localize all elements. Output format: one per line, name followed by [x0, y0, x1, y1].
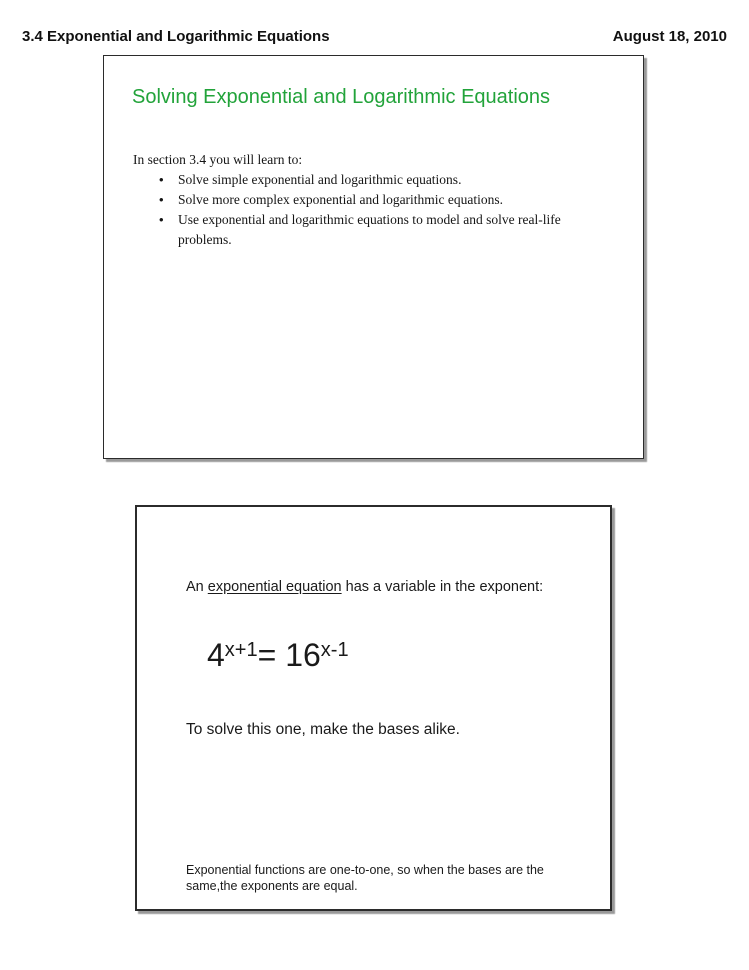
definition-underlined-term: exponential equation: [207, 579, 342, 595]
definition-suffix: has a variable in the exponent:: [341, 579, 544, 595]
page-header-date: August 18, 2010: [612, 28, 727, 45]
slide-frame-2: [135, 505, 612, 911]
slide-frame-1: [103, 55, 644, 459]
page-header-title: 3.4 Exponential and Logarithmic Equations: [22, 28, 330, 45]
slide1-body: [133, 150, 613, 250]
slide2-definition-sentence: [186, 579, 543, 595]
footnote-line-2: same,the exponents are equal.: [186, 879, 358, 893]
slide2-solve-hint: To solve this one, make the bases alike.: [186, 721, 460, 738]
equation-base-2: 16: [285, 637, 321, 673]
slide2-equation: [207, 637, 349, 674]
slide1-bullet-list: [133, 170, 613, 250]
equation-base-1: 4: [207, 637, 225, 673]
slide1-bullet-item: • Solve simple exponential and logarithmic equations.: [133, 170, 613, 190]
slide1-bullet-item: • Solve more complex exponential and logarithmic equations.: [133, 190, 613, 210]
definition-prefix: An: [186, 579, 208, 595]
slide1-title: Solving Exponential and Logarithmic Equations: [132, 86, 551, 108]
equation-equals-sign: =: [257, 637, 286, 673]
equation-exponent-2: x-1: [320, 639, 349, 661]
footnote-line-1: Exponential functions are one-to-one, so when the bases are the: [186, 863, 544, 877]
slide1-bullet-item: • Use exponential and logarithmic equations to model and solve real-life problems.: [133, 210, 613, 250]
slide1-intro: In section 3.4 you will learn to:: [133, 152, 303, 167]
slide2-footnote: [186, 862, 544, 894]
equation-exponent-1: x+1: [224, 639, 258, 661]
